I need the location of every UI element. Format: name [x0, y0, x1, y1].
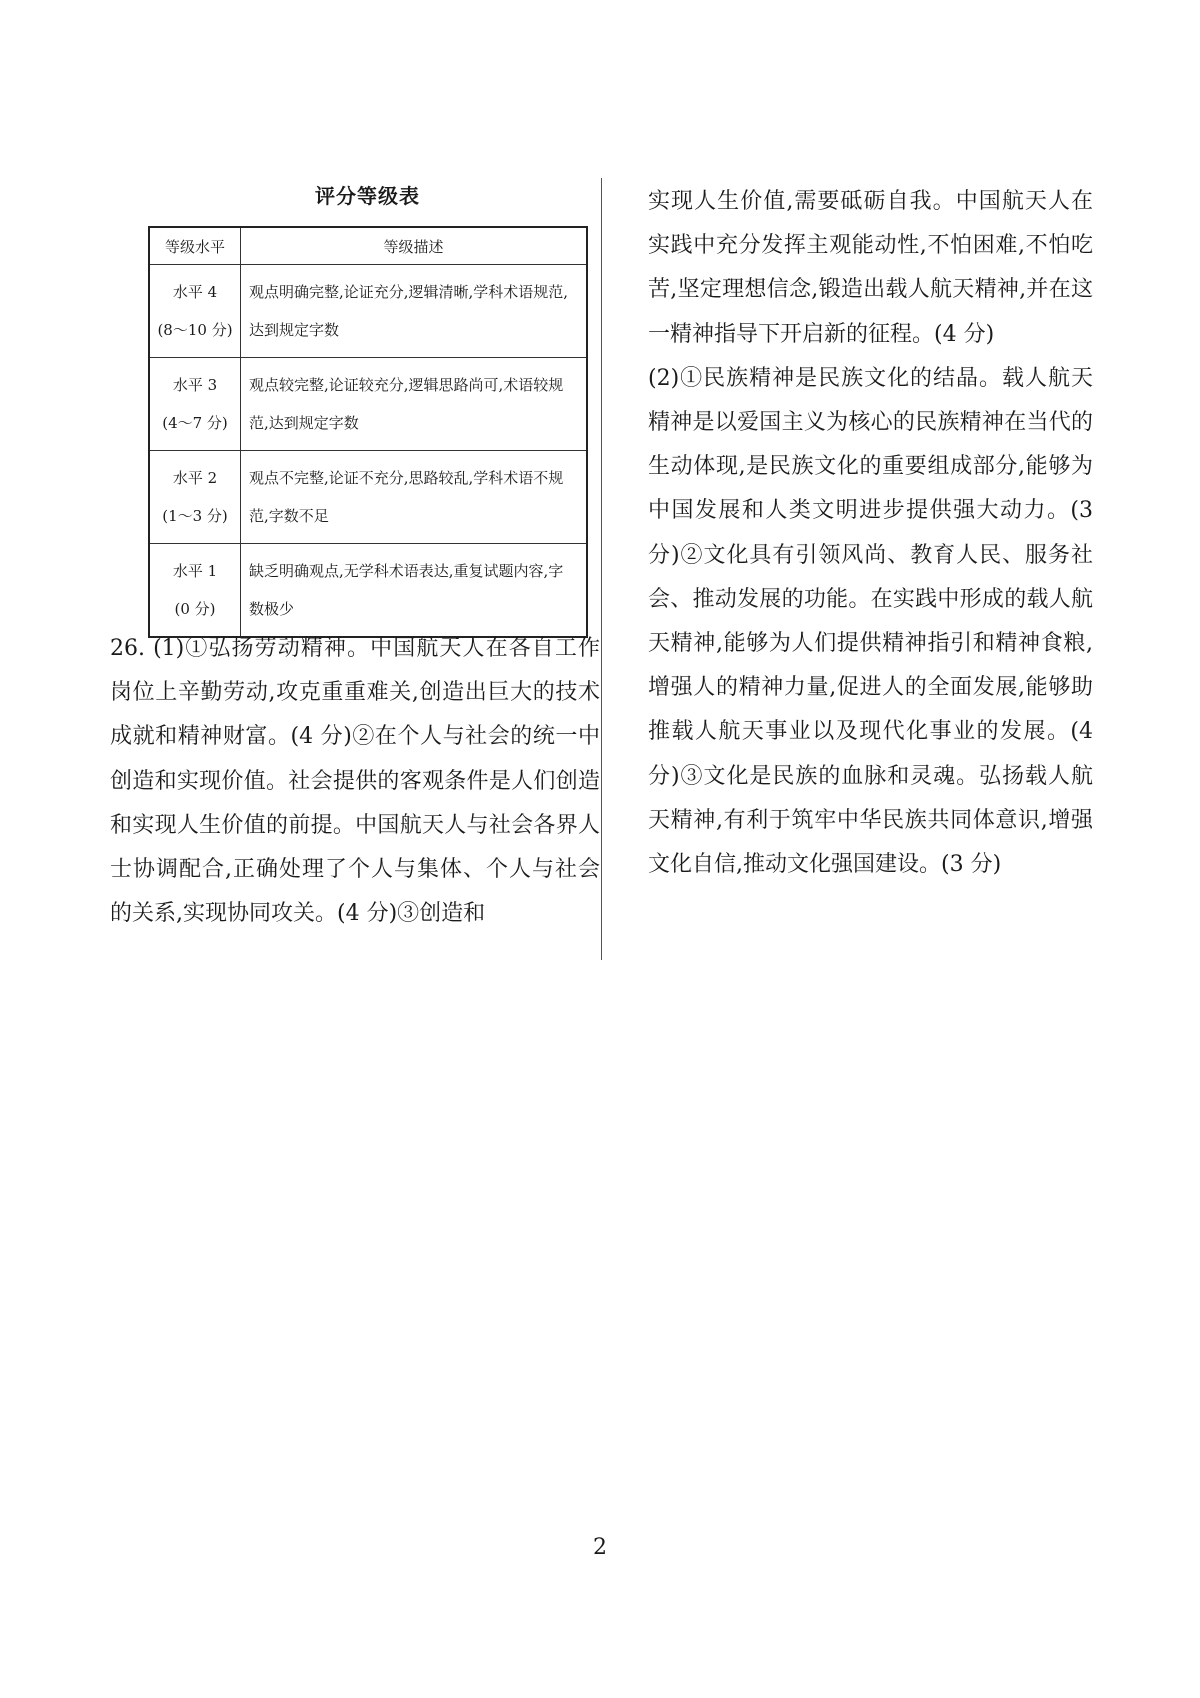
page-number: 2 [593, 1535, 607, 1560]
table-header-row [149, 227, 587, 265]
level-score: (0 分) [174, 600, 216, 618]
level-name: 水平 2 [172, 469, 218, 487]
description-cell: 缺乏明确观点,无学科术语表达,重复试题内容,字数极少 [241, 544, 588, 638]
table-row [149, 265, 587, 358]
level-cell [149, 544, 241, 638]
level-score: (8～10 分) [157, 321, 233, 339]
table-title: 评分等级表 [315, 184, 420, 208]
column-divider [601, 178, 602, 960]
level-name: 水平 1 [172, 562, 218, 580]
answer-part2: (2)①民族精神是民族文化的结晶。载人航天精神是以爱国主义为核心的民族精神在当代的生动体现,是民族文化的重要组成部分,能够为中国发展和人类文明进步提供强大动力。(3 分)②文化具有引领风尚、教育人民、服务社会、推动发展的功能。在实践中形成的载人航天精神,能够为人们提供精神指引和精神食粮,增强人的精神力量,促进人的全面发展,能够助推载人航天事业以及现代化事业的发展。(4 分)③文化是民族的血脉和灵魂。弘扬载人航天精神,有利于筑牢中华民族共同体意识,增强文化自信,推动文化强国建设。(3 分) [648, 365, 1093, 878]
table-row [149, 544, 587, 638]
level-score: (1～3 分) [162, 507, 228, 525]
answer-part1-left: (1)①弘扬劳动精神。中国航天人在各自工作岗位上辛勤劳动,攻克重重难关,创造出巨大的技术成就和精神财富。(4 分)②在个人与社会的统一中创造和实现价值。社会提供的客观条件是人们创造和实现人生价值的前提。中国航天人与社会各界人士协调配合,正确处理了个人与集体、个人与社会的关系,实现协同攻关。(4 分)③创造和 [110, 636, 600, 927]
level-name: 水平 3 [172, 376, 218, 394]
answer-part1-continued: 实现人生价值,需要砥砺自我。中国航天人在实践中充分发挥主观能动性,不怕困难,不怕吃苦,坚定理想信念,锻造出载人航天精神,并在这一精神指导下开启新的征程。(4 分) [648, 189, 1093, 347]
right-column [648, 180, 1093, 887]
level-score: (4～7 分) [162, 414, 228, 432]
table-row [149, 451, 587, 544]
table-row [149, 358, 587, 451]
description-cell: 观点明确完整,论证充分,逻辑清晰,学科术语规范,达到规定字数 [241, 265, 588, 358]
question-number: 26. [110, 636, 145, 661]
grading-table [148, 226, 588, 638]
question-26-part1-start [110, 627, 600, 936]
level-cell [149, 451, 241, 544]
header-description: 等级描述 [241, 227, 588, 265]
header-level: 等级水平 [149, 227, 241, 265]
description-cell: 观点较完整,论证较充分,逻辑思路尚可,术语较规范,达到规定字数 [241, 358, 588, 451]
level-cell [149, 265, 241, 358]
description-cell: 观点不完整,论证不充分,思路较乱,学科术语不规范,字数不足 [241, 451, 588, 544]
level-name: 水平 4 [172, 283, 218, 301]
level-cell [149, 358, 241, 451]
